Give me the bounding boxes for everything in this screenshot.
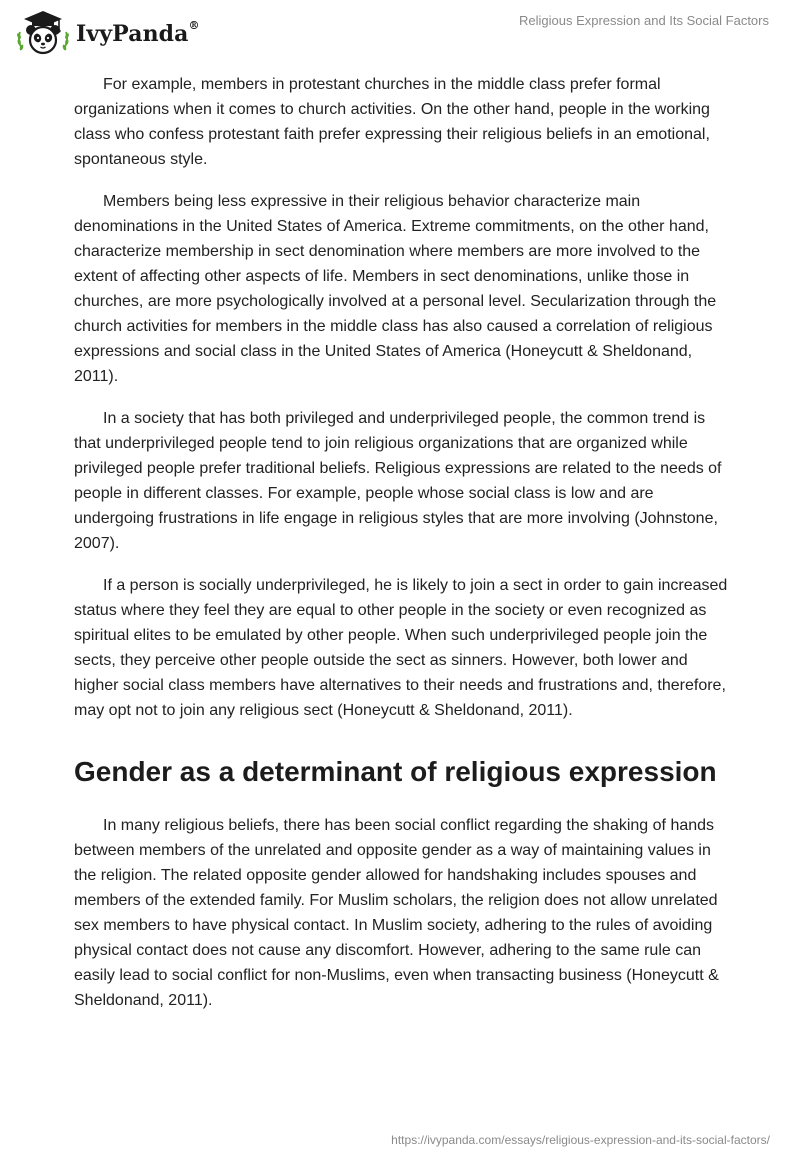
logo[interactable] [14, 8, 200, 56]
paragraph: In a society that has both privileged and underprivileged people, the common trend is that underprivileged people tend to join religious organizations that are organized while privileged people prefer traditional beliefs. Religious expressions are related to the needs of people in different classes. For example, people whose social class is low and are undergoing frustrations in life engage in religious styles that are more involving (Johnstone, 2007). [74, 410, 722, 552]
brand-name: IvyPanda® [76, 19, 200, 47]
section-heading: Gender as a determinant of religious expression [74, 756, 717, 787]
article-body [74, 72, 734, 1030]
paragraph: In many religious beliefs, there has been social conflict regarding the shaking of hands between members of the unrelated and opposite gender as a way of maintaining values in the religion. The related opposite gender allowed for handshaking includes spouses and members of the extended family. For Muslim scholars, the religion does not allow unrelated sex members to have physical contact. In Muslim society, adhering to the rules of avoiding physical contact does not cause any discomfort. However, adhering to the same rule can easily lead to social conflict for non-Muslims, even when transacting business (Honeycutt & Sheldonand, 2011). [74, 817, 719, 1009]
source-url[interactable]: https://ivypanda.com/essays/religious-expression-and-its-social-factors/ [391, 1133, 770, 1147]
document-title: Religious Expression and Its Social Factors [518, 13, 769, 28]
paragraph: Members being less expressive in their religious behavior characterize main denominations in the United States of America. Extreme commitments, on the other hand, characterize membership in sect denomination where members are more involved to the extent of affecting other aspects of life. Members in sect denominations, unlike those in churches, are more psychologically involved at a personal level. Secularization through the church activities for members in the middle class has also caused a correlation of religious expressions and social class in the United States of America (Honeycutt & Sheldonand, 2011). [74, 193, 717, 385]
panda-graduate-icon [14, 8, 70, 56]
paragraph: If a person is socially underprivileged, he is likely to join a sect in order to gain increased status where they feel they are equal to other people in the society or even recognized as spiritual elites to be emulated by other people. When such underprivileged people join the sects, they perceive other people outside the sect as sinners. However, both lower and higher social class members have alternatives to their needs and frustrations and, therefore, may opt not to join any religious sect (Honeycutt & Sheldonand, 2011). [74, 577, 728, 719]
page-header [0, 0, 800, 62]
paragraph: For example, members in protestant churches in the middle class prefer formal organizations when it comes to church activities. On the other hand, people in the working class who confess protestant faith prefer expressing their religious beliefs in an emotional, spontaneous style. [74, 76, 710, 168]
registered-mark: ® [188, 19, 200, 32]
